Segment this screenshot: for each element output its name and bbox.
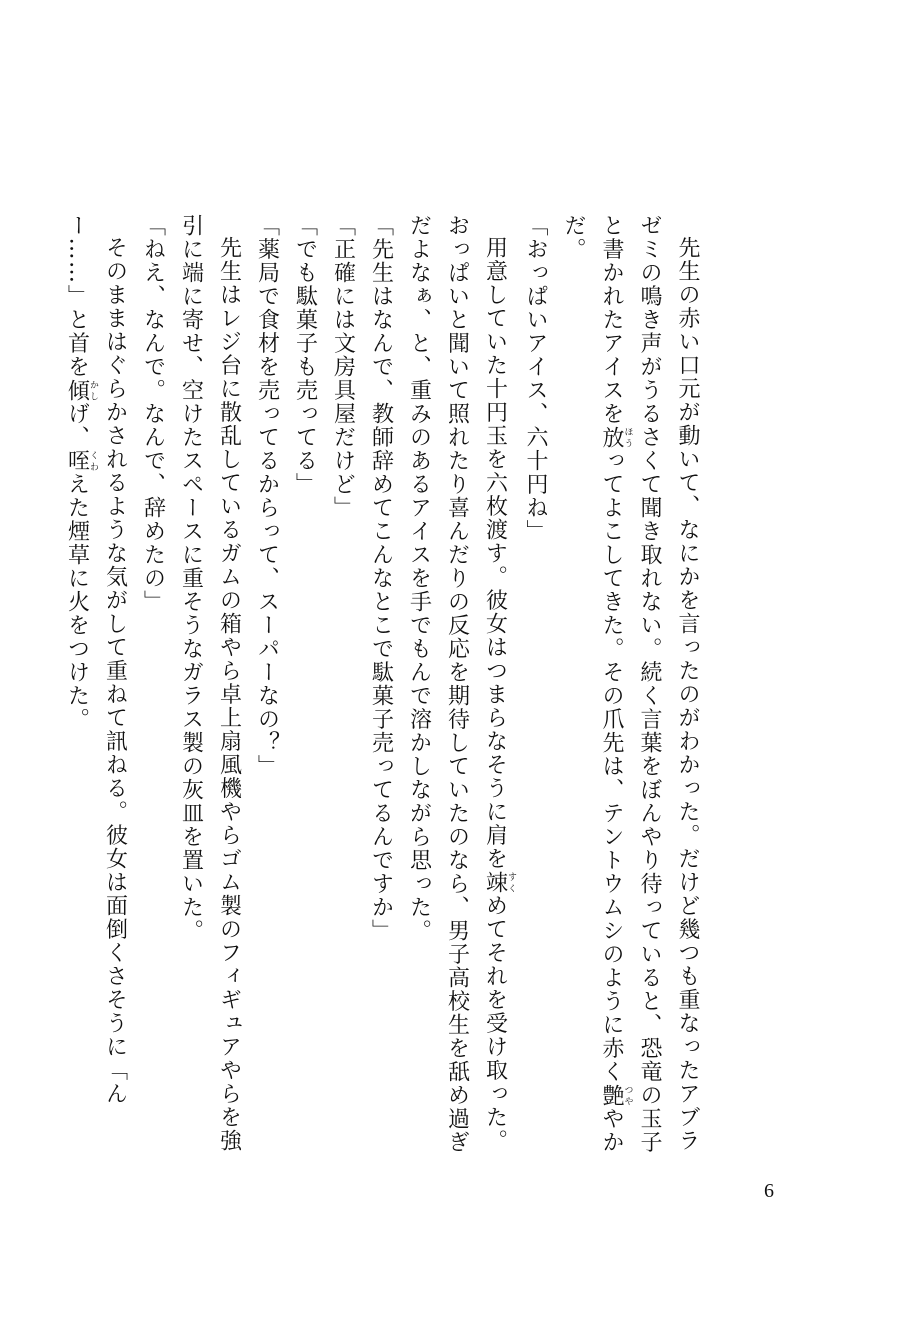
ruby-reading: つや [622,1083,633,1107]
text-run: そのままはぐらかされるような気がして重ねて訊ねる。彼女は面倒くさそうに「んー……」と首を [64,214,128,1106]
page-number: 6 [764,1180,774,1202]
text-run: 「薬局で食材を売ってるからって、スーパーなの？」 [254,214,280,778]
narrative-paragraph [172,214,248,1164]
text-run: 「先生はなんで、教師辞めてこんなとこで駄菓子売ってるんですか」 [368,214,394,943]
narrative-paragraph [400,214,517,1164]
ruby-reading: かし [88,378,98,402]
text-run: ってよこしてきた。その爪先は、テントウムシのように赤く [599,449,624,1084]
text-run: 先生はレジ台に散乱しているガムの箱やら卓上扇風機やらゴム製のフィギュアやらを強引に端に寄せ、空けたスペースに重そうなガラス製の灰皿を置いた。 [178,214,242,1153]
text-run: えた煙草に火をつけた。 [64,472,90,731]
ruby-annotation: 傾かし [64,378,98,402]
narrative-paragraph [58,214,134,1164]
text-run: 用意していた十円玉を六枚渡す。彼女はつまらなそうに肩を [482,236,508,871]
text-run: 「正確には文房具屋だけど」 [330,214,356,520]
dialogue-line [248,214,286,1164]
dialogue-line [324,214,362,1164]
ruby-annotation: 咥くわ [64,449,98,473]
body-text [58,214,707,1164]
ruby-reading: すく [506,870,516,894]
dialogue-line [134,214,172,1164]
ruby-annotation: 放ほう [599,425,633,449]
dialogue-line [516,214,554,1164]
text-run: やかだ。 [561,214,624,1154]
ruby-reading: くわ [88,449,98,473]
ruby-annotation: 艶つや [599,1083,633,1107]
narrative-paragraph [554,214,706,1164]
text-run: 「おっぱいアイス、六十円ね」 [523,214,548,543]
ruby-annotation: 竦すく [482,870,516,894]
dialogue-line [286,214,324,1164]
text-run: 「ねえ、なんで。なんで、辞めたの」 [140,214,166,614]
text-run: めてそれを受け取った。おっぱいと聞いて照れたり喜んだりの反応を期待していたのなら、男子高校生を舐め過ぎだよなぁ、と、重みのあるアイスを手でもんで溶かしながら思った。 [406,214,508,1154]
dialogue-line [362,214,400,1164]
text-run: 「でも駄菓子も売ってる」 [292,214,318,496]
text-run: げ、 [64,402,90,449]
text-run: 先生の赤い口元が動いて、なにかを言ったのがわかった。だけど幾つも重なったアブラゼミの鳴き声がうるさくて聞き取れない。続く言葉をぼんやり待っていると、恐竜の玉子と書かれたアイスを [599,214,700,1154]
ruby-reading: ほう [622,425,633,449]
